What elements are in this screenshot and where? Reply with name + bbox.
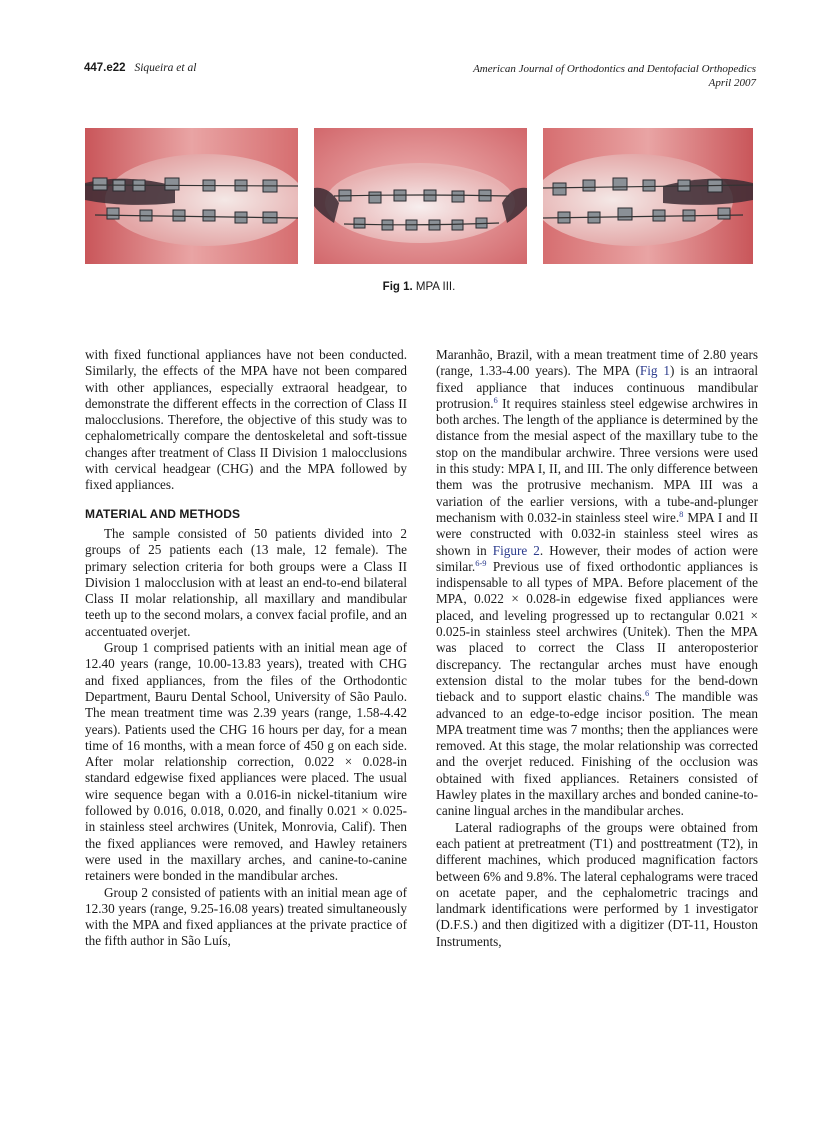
- group-2-paragraph: Group 2 consisted of patients with an initial mean age of 12.30 years (range, 9.25-16.08 years) treated simultaneously with the MPA and fixed appliances at the private practice of the fifth author in São Luís,: [85, 884, 407, 949]
- figure-caption-text: MPA III.: [415, 281, 456, 293]
- text-run: Previous use of fixed orthodontic appliances is indispensable to all types of MPA. Before placement of the MPA, 0.022 × 0.028-in edgewise fixed appliances were placed, and leveling progressed up to rectangular 0.021 × 0.025-in stainless steel archwires (Unitek). Then the MPA was placed to correct the Class II anteroposterior discrepancy. The rectangular arches must have enough extension distal to the molar tubes for the bend-down tieback and to support elastic chains.: [436, 558, 758, 705]
- frontal-intraoral-photo: [314, 128, 527, 264]
- journal-title: American Journal of Orthodontics and Dentofacial Orthopedics: [473, 63, 756, 75]
- text-run: It requires stainless steel edgewise archwires in both arches. The length of the appliance is determined by the distance from the mesial aspect of the maxillary tube to the stop on the mandibular archwire. Three versions were used in this study: MPA I, II, and III. The only difference between them was the protrusive mechanism. MPA III was a variation of the earlier versions, with a tube-and-plunger mechanism with 0.032-in stainless steel wire.: [436, 395, 758, 525]
- text-run: The mandible was advanced to an edge-to-edge incisor position. The mean MPA treatment time was 7 months; then the appliances were removed. At this stage, the molar relationship was corrected and the overjet reduced. Finishing of the occlusion was obtained with fixed appliances. Retainers consisted of Hawley plates in the maxillary arches and bonded canine-to-canine lingual arches in the mandibular arches.: [436, 689, 758, 819]
- intraoral-photo-image: [85, 128, 298, 264]
- right-lateral-intraoral-photo: [85, 128, 298, 264]
- right-column: [436, 347, 758, 950]
- reference-6-link[interactable]: 6: [645, 688, 650, 699]
- reference-8-link[interactable]: 8: [679, 508, 684, 519]
- figure-label: Fig 1.: [382, 281, 413, 293]
- left-column: [85, 347, 407, 950]
- group-1-paragraph: Group 1 comprised patients with an initial mean age of 12.40 years (range, 10.00-13.83 years), treated with CHG and fixed appliances, from the files of the Orthodontic Department, Bauru Dental School, University of São Paulo. The mean treatment time was 2.39 years (range, 1.58-4.42 years). Patients used the CHG 16 hours per day, for a mean time of 16 months, with a mean force of 450 g on each side. After molar relationship correction, 0.022 × 0.028-in standard edgewise fixed appliances were placed. The usual wire sequence began with a 0.016-in nickel-titanium wire followed by 0.016, 0.018, 0.020, and finally 0.021 × 0.025-in stainless steel archwires (Unitek, Monrovia, Calif). Then the fixed appliances were removed, and Hawley retainers were used in the maxillary arches, and canine-to-canine retainers were bonded in the mandibular arches.: [85, 640, 407, 884]
- intraoral-photo-image: [314, 128, 527, 264]
- reference-6-link[interactable]: 6: [493, 394, 498, 405]
- text-run: ) is an intraoral fixed appliance that induces continuous mandibular protrusion.: [436, 363, 758, 411]
- figure-1: [85, 128, 753, 264]
- running-head: [84, 62, 756, 96]
- sample-paragraph: The sample consisted of 50 patients divided into 2 groups of 25 patients each (13 male, 12 female). The primary selection criteria for both groups were a Class II Division 1 malocclusion with at least an end-to-end bilateral Class II molar relationship, all maxillary and mandibular teeth up to the second molars, a convex facial profile, and an accentuated overjet.: [85, 525, 407, 639]
- mpa-description-paragraph: [436, 347, 758, 820]
- page-number: 447.e22: [84, 62, 126, 74]
- left-lateral-intraoral-photo: [543, 128, 753, 264]
- reference-6-9-link[interactable]: 6-9: [475, 557, 487, 568]
- figure-caption: [0, 281, 838, 293]
- text-run: MPA I and II were constructed with 0.032-in stainless steel wires as shown in: [436, 509, 758, 558]
- intraoral-photo-image: [543, 128, 753, 264]
- intro-paragraph-end: with fixed functional appliances have not been conducted. Similarly, the effects of the MPA have not been compared with other appliances, especially extraoral headgear, to demonstrate the different effects in the correction of Class II malocclusions. Therefore, the objective of this study was to cephalometrically compare the dentoskeletal and soft-tissue changes after treatment of Class II Division 1 malocclusions with cervical headgear (CHG) and the MPA followed by fixed appliances.: [85, 347, 407, 493]
- text-run: Maranhão, Brazil, with a mean treatment time of 2.80 years (range, 1.33-4.00 years). The MPA (: [436, 347, 758, 379]
- issue-date: April 2007: [708, 77, 756, 89]
- fig-1-link[interactable]: Fig 1: [639, 363, 670, 379]
- section-heading-material-and-methods: MATERIAL AND METHODS: [85, 506, 241, 521]
- running-head-authors: Siqueira et al: [134, 62, 197, 74]
- radiographs-paragraph: Lateral radiographs of the groups were obtained from each patient at pretreatment (T1) and posttreatment (T2), in different machines, which produced magnification factors between 6% and 9.8%. The lateral cephalograms were traced on acetate paper, and the cephalometric tracings and landmark identifications were performed by 1 investigator (D.F.S.) and then digitized with a digitizer (DT-11, Houston Instruments,: [436, 819, 758, 949]
- running-head-right: [473, 62, 756, 90]
- text-run: . However, their modes of action were similar.: [436, 542, 758, 574]
- running-head-left: [84, 62, 196, 74]
- figure-2-link[interactable]: Figure 2: [492, 542, 540, 558]
